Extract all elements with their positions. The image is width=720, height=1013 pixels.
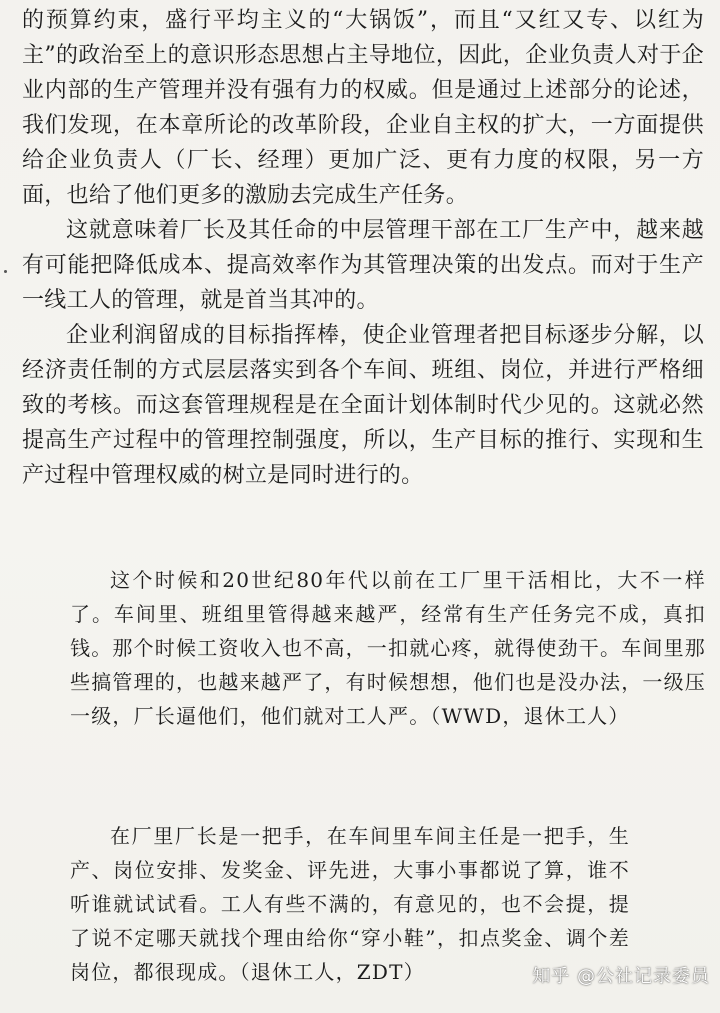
interview-quote	[70, 563, 706, 733]
paragraph: 的预算约束，盛行平均主义的“大锅饭”，而且“又红又专、以红为主”的政治至上的意识形态思想占主导地位，因此，企业负责人对于企业内部的生产管理并没有强有力的权威。但是通过上述部分的论述，我们发现，在本章所论的改革阶段，企业自主权的扩大，一方面提供给企业负责人（厂长、经理）更加广泛、更有力度的权限，另一方面，也给了他们更多的激励去完成生产任务。	[22, 8, 704, 208]
quote-text: 这个时候和20世纪80年代以前在工厂里干活相比，大不一样了。车间里、班组里管得越来越严，经常有生产任务完不成，真扣钱。那个时候工资收入也不高，一扣就心疼，就得使劲干。车间里那些搞管理的，也越来越严了，有时候想想，他们也是没办法，一级压一级，厂长逼他们，他们就对工人严。（WWD，退休工人）	[70, 568, 706, 728]
body-text	[22, 3, 704, 493]
watermark: 知乎 @公社记录委员	[532, 966, 710, 987]
paragraph: 企业利润留成的目标指挥棒，使企业管理者把目标逐步分解，以经济责任制的方式层层落实到各个车间、班组、岗位，并进行严格细致的考核。而这套管理规程是在全面计划体制时代少见的。这就必然提高生产过程中的管理控制强度，所以，生产目标的推行、实现和生产过程中管理权威的树立是同时进行的。	[22, 323, 704, 488]
paragraph: 这就意味着厂长及其任命的中层管理干部在工厂生产中，越来越有可能把降低成本、提高效率作为其管理决策的出发点。而对于生产一线工人的管理，就是首当其冲的。	[22, 218, 704, 313]
quote-text: 在厂里厂长是一把手，在车间里车间主任是一把手，生产、岗位安排、发奖金、评先进，大事小事都说了算，谁不听谁就试试看。工人有些不满的，有意见的，也不会提，提了说不定哪天就找个理由给你“穿小鞋”，扣点奖金、调个差岗位，都很现成。（退休工人，ZDT）	[70, 824, 630, 984]
margin-mark	[4, 270, 7, 273]
